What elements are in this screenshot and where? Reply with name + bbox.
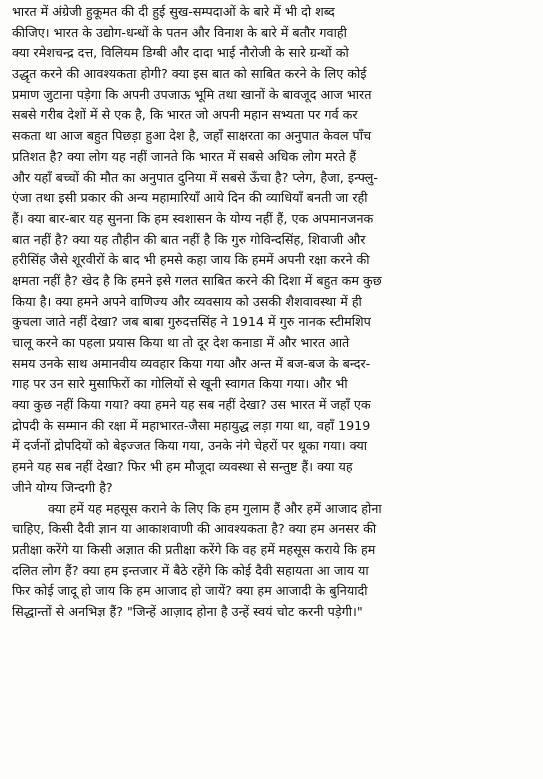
paragraph-2: [12, 499, 533, 623]
text-line: चाहिए, किसी दैवी ज्ञान या आकाशवाणी की आवश्यकता है? क्या हम अनसर की: [12, 521, 377, 537]
text-line: हैं। क्या बार-बार यह सुनना कि हम स्वशासन के योग्य नहीं हैं, एक अपमानजनक: [12, 210, 374, 226]
text-line: एंजा तथा इसी प्रकार की अन्य महामारियाँ आये दिन की व्याधियाँ बनती जा रही: [12, 190, 368, 206]
text-line: भारत में अंग्रेजी हुकूमत की दी हुई सुख-सम्पदाओं के बारे में भी दो शब्द: [12, 4, 335, 19]
text-line: जीने योग्य जिन्दगी है?: [12, 479, 113, 495]
text-line: कुचला जाते नहीं देखा? जब बाबा गुरुदत्तसिंह ने 1914 में गुरु नानक स्टीमशिप: [12, 314, 371, 330]
text-line: क्या रमेशचन्द्र दत्त, विलियम डिग्बी और दादा भाई नौरोजी के सारे ग्रन्थों को: [12, 45, 349, 61]
text-line: समय उनके साथ अमानवीय व्यवहार किया गया और अन्त में बज-बज के बन्दर-: [12, 355, 371, 371]
text-line: प्रतिशत है? क्या लोग यह नहीं जानते कि भारत में सबसे अधिक लोग मरते हैं: [12, 148, 357, 164]
paragraph-1: [12, 2, 533, 499]
text-line: सबसे गरीब देशों में से एक है, कि भारत जो अपनी महान सभ्यता पर गर्व कर: [12, 107, 358, 123]
text-line: सिद्धान्तों से अनभिज्ञ हैं? "जिन्हें आज़ाद होना है उन्हें स्वयं चोट करनी पड़ेगी।": [12, 603, 363, 619]
text-line: द्रोपदी के सम्मान की रक्षा में महाभारत-जैसा महायुद्ध लड़ा गया था, वहाँ 1919: [12, 417, 371, 433]
text-line: में दर्जनों द्रोपदियों को बेइज्जत किया गया, उनके नंगे चेहरों पर थूका गया। क्या: [12, 438, 368, 454]
text-line: फिर कोई जादू हो जाय कि हम आजाद हो जायें? क्या हम आजादी के बुनियादी: [12, 583, 368, 599]
text-line: गाह पर उन सारे मुसाफिरों का गोलियों से खूनी स्वागत किया गया। और भी: [12, 376, 348, 392]
text-line: उद्धृत करने की आवश्यकता होगी? क्या इस बात को साबित करने के लिए कोई: [12, 66, 367, 82]
text-line: दलित लोग हैं? क्या हम इन्तजार में बैठे रहेंगे कि कोई दैवी सहायता आ जाय या: [12, 562, 369, 578]
text-line: कीजिए। भारत के उद्योग-धन्धों के पतन और विनाश के बारे में बतौर गवाही: [12, 24, 347, 40]
text-line: प्रमाण जुटाना पड़ेगा कि अपनी उपजाऊ भूमि तथा खानों के बावजूद आज भारत: [12, 86, 372, 102]
text-line: चालू करने का पहला प्रयास किया था तो दूर देश कनाडा में और भारत आते: [12, 335, 350, 350]
text-line: क्या कुछ नहीं किया गया? क्या हमने यह सब नहीं देखा? उस भारत में जहाँ एक: [12, 397, 371, 413]
text-line: क्षमता नहीं है? खेद है कि हमने इसे गलत साबित करने की दिशा में बहुत कम कुछ: [12, 272, 382, 288]
text-line: क्या हमें यह महसूस कराने के लिए कि हम गुलाम हैं और हमें आजाद होना: [48, 500, 382, 516]
text-line: और यहाँ बच्चों की मौत का अनुपात दुनिया में सबसे ऊँचा है? प्लेग, हैजा, इन्फ्लु-: [12, 169, 378, 185]
text-line: बात नहीं है? क्या यह तौहीन की बात नहीं है कि गुरु गोविन्दसिंह, शिवाजी और: [12, 231, 366, 247]
text-line: प्रतीक्षा करेंगे या किसी अज्ञात की प्रतीक्षा करेंगे कि वह हमें महसूस कराये कि हम: [12, 541, 376, 557]
text-line: हमने यह सब नहीं देखा? फिर भी हम मौजूदा व्यवस्था से सन्तुष्ट हैं। क्या यह: [12, 459, 353, 475]
text-line: सकता था आज बहुत पिछड़ा हुआ देश है, जहाँ साक्षरता का अनुपात केवल पाँच: [12, 128, 372, 144]
text-line: किया है। क्या हमने अपने वाणिज्य और व्यवसाय को उसकी शैशवावस्था में ही: [12, 293, 362, 309]
text-line: हरीसिंह जैसे शूरवीरों के बाद भी हमसे कहा जाय कि हममें अपनी रक्षा करने की: [12, 252, 370, 268]
